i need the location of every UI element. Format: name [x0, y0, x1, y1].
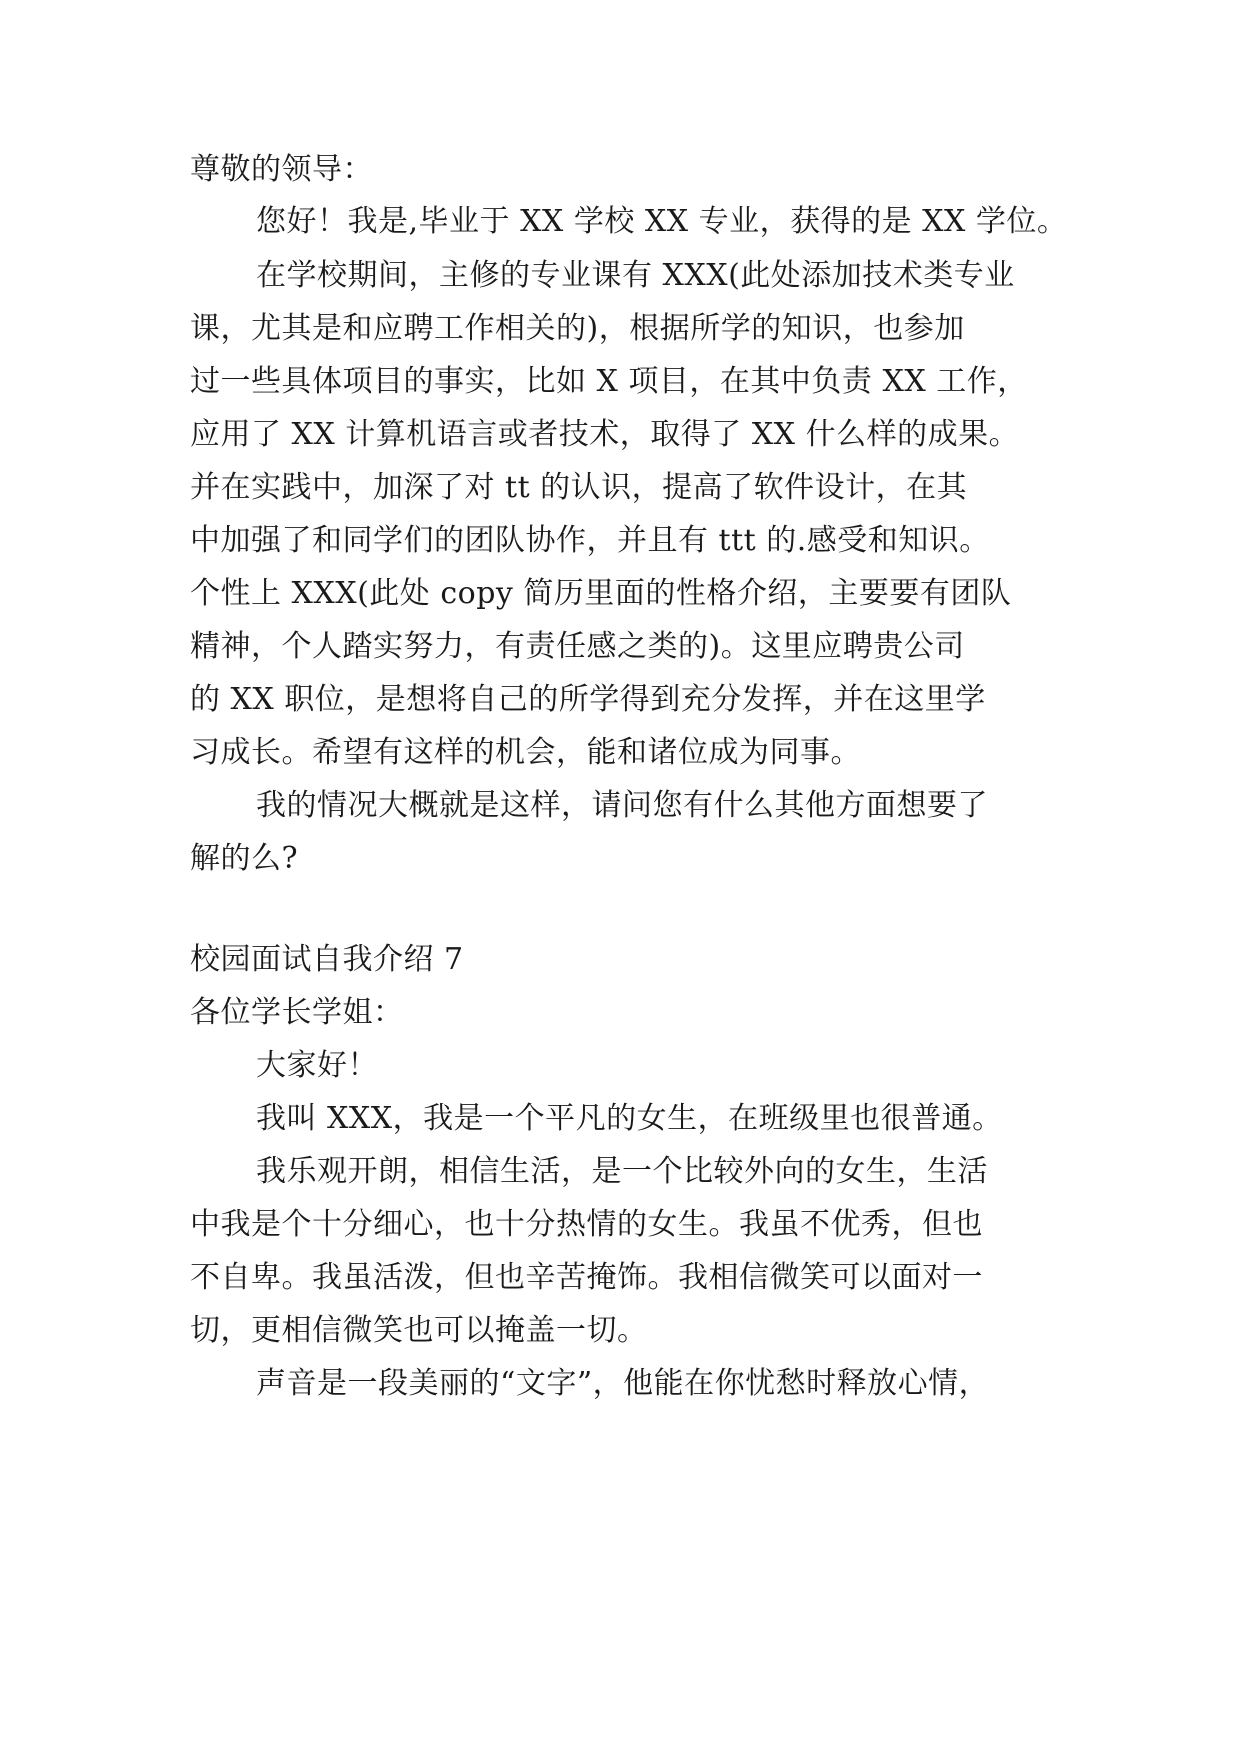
paragraph-line: 的 XX 职位，是想将自己的所学得到充分发挥，并在这里学	[190, 682, 986, 717]
paragraph-line: 中加强了和同学们的团队协作，并且有 ttt 的.感受和知识。	[190, 523, 990, 558]
salutation: 尊敬的领导：	[190, 152, 373, 187]
section-title: 校园面试自我介绍 7	[190, 942, 464, 977]
paragraph-line: 过一些具体项目的事实，比如 X 项目，在其中负责 XX 工作，	[190, 364, 1028, 399]
paragraph-greeting: 您好！我是,毕业于 XX 学校 XX 专业，获得的是 XX 学位。	[256, 204, 1068, 239]
paragraph-line: 不自卑。我虽活泼，但也辛苦掩饰。我相信微笑可以面对一	[190, 1260, 983, 1295]
paragraph-line: 切，更相信微笑也可以掩盖一切。	[190, 1313, 648, 1348]
paragraph-line: 我乐观开朗，相信生活，是一个比较外向的女生，生活	[256, 1154, 988, 1189]
paragraph-line: 习成长。希望有这样的机会，能和诸位成为同事。	[190, 735, 861, 770]
paragraph-line: 并在实践中，加深了对 tt 的认识，提高了软件设计，在其	[190, 470, 968, 505]
paragraph-line: 应用了 XX 计算机语言或者技术，取得了 XX 什么样的成果。	[190, 417, 1020, 452]
salutation: 各位学长学姐：	[190, 995, 404, 1030]
paragraph-line: 个性上 XXX(此处 copy 简历里面的性格介绍，主要要有团队	[190, 576, 1012, 611]
paragraph-line: 声音是一段美丽的“文字”，他能在你忧愁时释放心情，	[256, 1366, 990, 1401]
paragraph-line: 我叫 XXX，我是一个平凡的女生，在班级里也很普通。	[256, 1101, 1003, 1136]
paragraph-line: 我的情况大概就是这样，请问您有什么其他方面想要了	[256, 788, 988, 823]
paragraph-greeting: 大家好！	[256, 1048, 378, 1083]
paragraph-line: 精神，个人踏实努力，有责任感之类的)。这里应聘贵公司	[190, 629, 965, 664]
paragraph-line: 课，尤其是和应聘工作相关的)，根据所学的知识，也参加	[190, 311, 965, 346]
paragraph-line: 解的么?	[190, 841, 299, 876]
paragraph-line: 在学校期间，主修的专业课有 XXX(此处添加技术类专业	[256, 258, 1015, 293]
paragraph-line: 中我是个十分细心，也十分热情的女生。我虽不优秀，但也	[190, 1207, 983, 1242]
